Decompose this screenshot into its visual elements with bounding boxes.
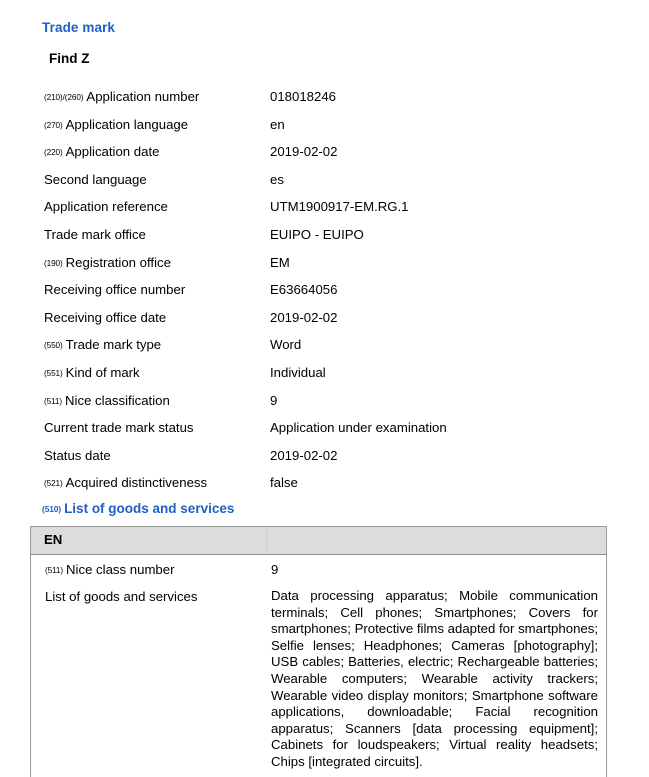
detail-label — [44, 419, 194, 436]
nice-class-number-label — [45, 562, 174, 577]
detail-row — [0, 364, 649, 392]
detail-row — [0, 419, 649, 447]
detail-label — [44, 198, 168, 215]
detail-label-text: Receiving office date — [44, 309, 167, 325]
detail-row — [0, 198, 649, 226]
inid-code: (190) — [44, 258, 63, 268]
detail-label — [44, 364, 140, 382]
detail-label — [44, 447, 111, 464]
goods-list-label: List of goods and services — [45, 589, 198, 604]
detail-label — [44, 143, 159, 161]
detail-label-text: Kind of mark — [65, 364, 140, 380]
detail-label — [44, 309, 166, 326]
detail-label-text: Nice classification — [65, 392, 170, 408]
detail-row — [0, 88, 649, 116]
detail-label-text: Receiving office number — [44, 282, 186, 298]
language-column-header: EN — [44, 532, 63, 547]
detail-label-text: Trade mark office — [44, 226, 146, 242]
goods-list-value: Data processing apparatus; Mobile communication terminals; Cell phones; Smartphones; Covers for smartphones; Protective films adapted for smartphones; Selfie lenses; Headphones; Cameras [photography]; USB cables; Batteries, electric; Rechargeable batteries; Wearable computers; Wearable activity trackers; Wearable video display monitors; Smartphone software applications, downloadable; Facial recognition apparatus; Scanners [data processing equipment]; Cabinets for loudspeakers; Virtual reality headsets; Chips [integrated circuits]. — [271, 588, 598, 769]
inid-code-510: (510) — [42, 504, 62, 514]
inid-code: (551) — [44, 368, 63, 378]
detail-label — [44, 281, 185, 298]
detail-label — [44, 392, 170, 410]
detail-label-text: Application number — [86, 89, 200, 104]
detail-value: es — [270, 171, 284, 187]
table-row — [31, 555, 606, 582]
detail-row — [0, 447, 649, 475]
detail-value: en — [270, 116, 285, 132]
detail-value: 018018246 — [270, 89, 337, 104]
detail-label-text: Status date — [44, 447, 111, 463]
goods-and-services-heading — [42, 501, 234, 516]
detail-value: 2019-02-02 — [270, 309, 338, 325]
detail-label-text: Current trade mark status — [44, 420, 194, 436]
detail-row — [0, 143, 649, 171]
inid-code-511: (511) — [45, 566, 64, 575]
detail-label — [44, 254, 171, 272]
detail-value: Application under examination — [270, 420, 447, 436]
inid-code: (550) — [44, 341, 63, 351]
detail-row — [0, 226, 649, 254]
trade-mark-details-list — [0, 88, 649, 502]
detail-label — [44, 474, 207, 492]
detail-label-text: Registration office — [65, 254, 171, 270]
detail-row — [0, 281, 649, 309]
inid-code: (270) — [44, 120, 63, 130]
detail-value: EUIPO - EUIPO — [270, 226, 364, 242]
goods-heading-label: List of goods and services — [64, 501, 235, 516]
detail-label — [44, 336, 161, 354]
detail-row — [0, 474, 649, 502]
detail-label — [44, 171, 147, 188]
header-column-divider — [266, 527, 267, 554]
goods-and-services-table — [30, 526, 607, 777]
detail-label-text: Application language — [65, 116, 189, 132]
detail-value: 9 — [270, 392, 278, 408]
detail-label-text: Trade mark type — [65, 337, 162, 353]
detail-value: false — [270, 475, 298, 491]
detail-label-text: Application date — [65, 144, 160, 160]
detail-row — [0, 116, 649, 144]
detail-value: EM — [270, 254, 290, 270]
inid-code: (220) — [44, 148, 63, 158]
detail-label — [44, 226, 146, 243]
detail-value: Word — [270, 337, 302, 353]
page-title: Trade mark — [42, 20, 116, 35]
detail-row — [0, 336, 649, 364]
detail-row — [0, 309, 649, 337]
detail-value: 2019-02-02 — [270, 144, 338, 160]
detail-row — [0, 254, 649, 282]
inid-code: (521) — [44, 479, 63, 489]
inid-code: (210)/(260) — [44, 93, 84, 102]
detail-row — [0, 392, 649, 420]
nice-class-number-value: 9 — [271, 562, 279, 577]
table-header-row — [31, 527, 606, 555]
nice-class-number-label-text: Nice class number — [66, 562, 175, 577]
detail-value: E63664056 — [270, 282, 338, 298]
detail-label-text: Acquired distinctiveness — [65, 475, 208, 491]
detail-label — [44, 116, 188, 134]
trade-mark-name: Find Z — [49, 51, 90, 66]
table-row — [31, 582, 606, 775]
detail-row — [0, 171, 649, 199]
detail-value: 2019-02-02 — [270, 447, 338, 463]
detail-label-text: Second language — [44, 171, 147, 187]
detail-label — [44, 88, 199, 106]
detail-label-text: Application reference — [44, 199, 168, 215]
detail-value: Individual — [270, 364, 326, 380]
table-body — [31, 555, 606, 777]
detail-value: UTM1900917-EM.RG.1 — [270, 199, 409, 215]
inid-code: (511) — [44, 396, 63, 406]
